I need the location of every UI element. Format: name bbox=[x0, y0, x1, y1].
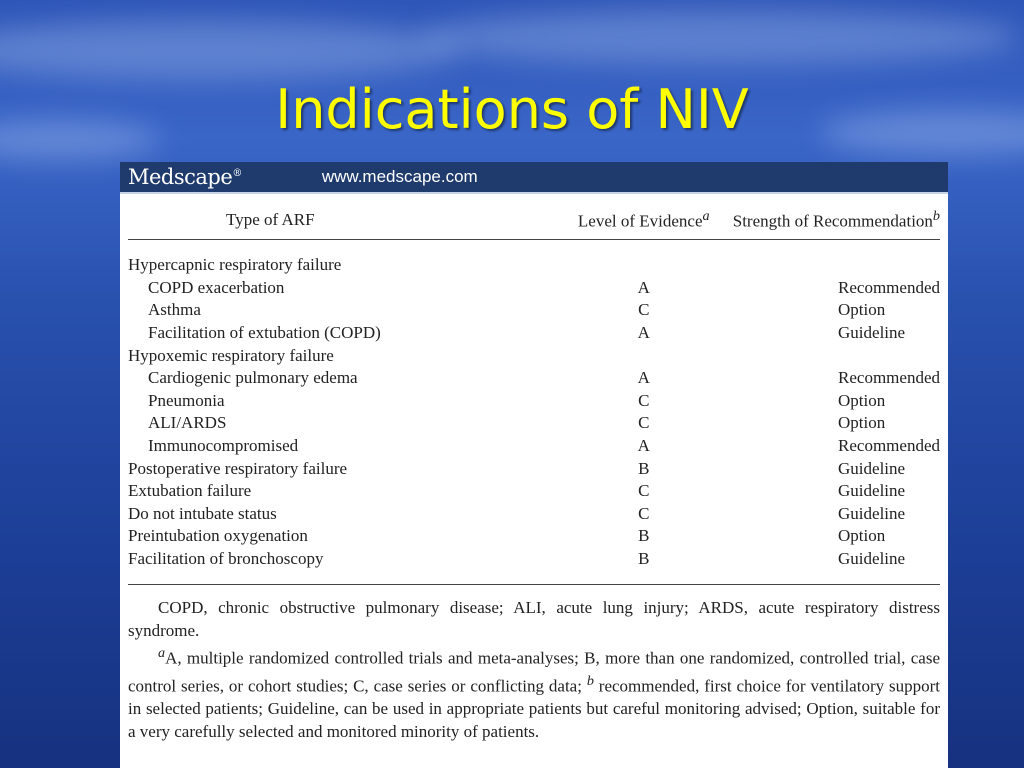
row-level: C bbox=[638, 390, 650, 410]
medscape-url: www.medscape.com bbox=[321, 167, 478, 186]
row-strength: Recommended bbox=[838, 368, 940, 388]
row-type: Pneumonia bbox=[148, 390, 225, 410]
row-level: A bbox=[637, 368, 650, 388]
table-row bbox=[128, 344, 940, 367]
row-type: Extubation failure bbox=[128, 481, 252, 501]
header-type: Type of ARF bbox=[128, 200, 570, 240]
row-strength: Recommended bbox=[838, 436, 940, 456]
table-row bbox=[128, 412, 940, 435]
row-strength: Option bbox=[838, 390, 886, 410]
medscape-logo: Medscape® bbox=[128, 165, 242, 189]
row-type: Preintubation oxygenation bbox=[128, 526, 308, 546]
table-row bbox=[128, 457, 940, 480]
row-strength: Guideline bbox=[838, 503, 906, 523]
niv-indications-table bbox=[128, 200, 940, 570]
row-type: Facilitation of bronchoscopy bbox=[128, 549, 324, 569]
row-level: C bbox=[638, 300, 650, 320]
row-strength: Option bbox=[838, 300, 886, 320]
row-level: A bbox=[637, 436, 650, 456]
row-strength bbox=[718, 344, 940, 367]
table-row bbox=[128, 322, 940, 345]
table-row bbox=[128, 525, 940, 548]
row-type: Hypoxemic respiratory failure bbox=[128, 345, 334, 365]
table-row bbox=[128, 367, 940, 390]
row-type: Immunocompromised bbox=[148, 436, 299, 456]
table-header-row bbox=[128, 200, 940, 240]
row-strength: Guideline bbox=[838, 549, 906, 569]
footnotes: $^a$A, multiple randomized controlled trials and meta-analyses; B, more than one randomized, controlled trial, case control series, or cohort studies; C, case series or conflicting data; $^b$ recommended, first choice for ventilatory support in selected patients; Guideline, can be used in appropriate patients but careful monitoring advised; Option, suitable for a very carefully selected and monitored minority of patients. bbox=[128, 645, 940, 741]
row-level: B bbox=[638, 549, 650, 569]
row-strength: Option bbox=[838, 526, 886, 546]
row-type: Facilitation of extubation (COPD) bbox=[148, 323, 381, 343]
row-type: Asthma bbox=[148, 300, 201, 320]
table-row bbox=[128, 299, 940, 322]
row-level: A bbox=[637, 277, 650, 297]
row-strength: Guideline bbox=[838, 458, 906, 478]
table-row bbox=[128, 503, 940, 526]
row-level: C bbox=[638, 503, 650, 523]
row-type: Do not intubate status bbox=[128, 503, 277, 523]
row-level: C bbox=[638, 413, 650, 433]
medscape-table-image bbox=[120, 162, 948, 768]
row-type: Postoperative respiratory failure bbox=[128, 458, 348, 478]
table-row bbox=[128, 480, 940, 503]
row-strength: Guideline bbox=[838, 481, 906, 501]
row-strength: Recommended bbox=[838, 277, 940, 297]
table-row bbox=[128, 277, 940, 300]
table-row bbox=[128, 548, 940, 571]
header-evidence: Level of Evidence$^a$ bbox=[570, 200, 719, 240]
row-level bbox=[570, 344, 719, 367]
row-strength: Guideline bbox=[838, 323, 906, 343]
table-notes bbox=[128, 584, 940, 743]
medscape-header bbox=[120, 162, 948, 194]
row-level bbox=[570, 240, 719, 277]
row-type: COPD exacerbation bbox=[148, 277, 285, 297]
row-type: ALI/ARDS bbox=[148, 413, 227, 433]
table-row bbox=[128, 240, 940, 277]
slide-title: Indications of NIV bbox=[275, 78, 749, 141]
row-type: Hypercapnic respiratory failure bbox=[128, 255, 342, 275]
row-level: C bbox=[638, 481, 650, 501]
row-strength bbox=[718, 240, 940, 277]
row-type: Cardiogenic pulmonary edema bbox=[148, 368, 358, 388]
abbreviations-note: COPD, chronic obstructive pulmonary disease; ALI, acute lung injury; ARDS, acute respiratory distress syndrome. bbox=[128, 598, 940, 640]
table-row bbox=[128, 390, 940, 413]
table-row bbox=[128, 435, 940, 458]
row-level: B bbox=[638, 526, 650, 546]
row-strength: Option bbox=[838, 413, 886, 433]
header-strength: Strength of Recommendation$^b$ bbox=[718, 200, 940, 240]
row-level: B bbox=[638, 458, 650, 478]
row-level: A bbox=[637, 323, 650, 343]
